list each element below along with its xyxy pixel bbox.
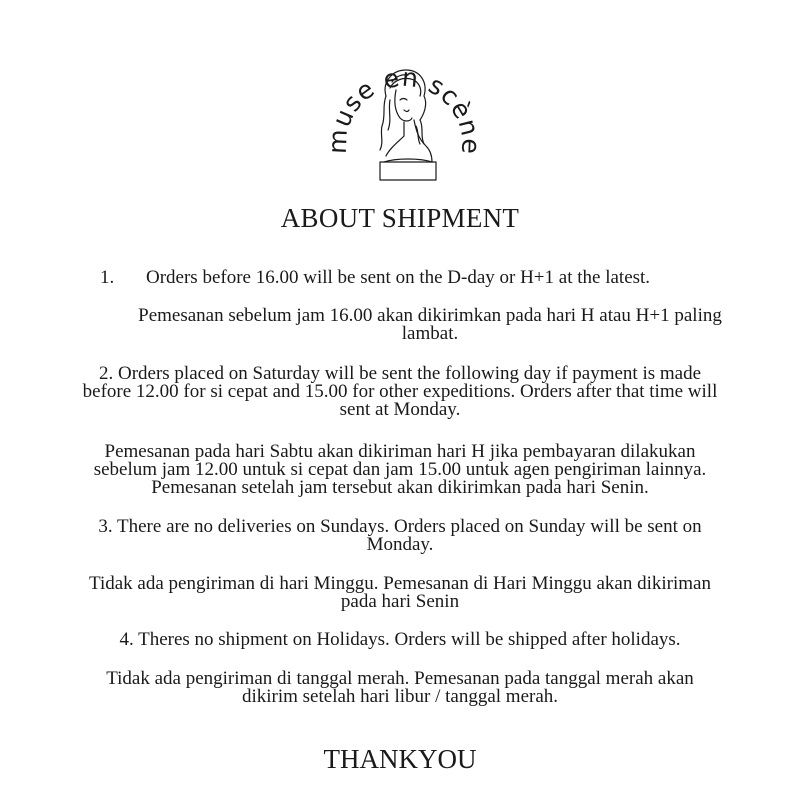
list-item-number: 1. bbox=[100, 267, 115, 288]
svg-text:muse en scène bbox=[323, 63, 480, 156]
logo-wordmark: muse en scè bbox=[322, 62, 479, 155]
brand-logo bbox=[320, 30, 480, 190]
list-item-1 bbox=[100, 268, 650, 288]
list-item-3: 3. There are no deliveries on Sundays. Orders placed on Sunday will be sent on Monday. bbox=[98, 516, 702, 555]
closing-text: THANKYOU bbox=[323, 744, 477, 774]
list-item-4-id: Tidak ada pengiriman di tanggal merah. Pemesanan pada tanggal merah akan dikirim setelah hari libur / tanggal merah. bbox=[106, 668, 694, 707]
list-item-2: 2. Orders placed on Saturday will be sent the following day if payment is made before 12.00 for si cepat and 15.00 for other expeditions. Orders after that time will sent at Monday. bbox=[82, 363, 718, 420]
list-item-4: 4. Theres no shipment on Holidays. Orders will be shipped after holidays. bbox=[119, 629, 681, 650]
list-item-3-id: Tidak ada pengiriman di hari Minggu. Pemesanan di Hari Minggu akan dikiriman pada hari Senin bbox=[89, 573, 711, 612]
list-item-1-id: Pemesanan sebelum jam 16.00 akan dikirimkan pada hari H atau H+1 paling lambat. bbox=[138, 305, 722, 344]
muse-bust-icon bbox=[320, 30, 480, 190]
list-item-2-id: Pemesanan pada hari Sabtu akan dikiriman hari H jika pembayaran dilakukan sebelum jam 12.00 untuk si cepat dan jam 15.00 untuk agen pengiriman lainnya. Pemesanan setelah jam tersebut akan dikirimkan pada hari Senin. bbox=[93, 441, 707, 498]
page-title: ABOUT SHIPMENT bbox=[280, 203, 520, 233]
list-item-text: Orders before 16.00 will be sent on the D-day or H+1 at the latest. bbox=[146, 267, 651, 288]
